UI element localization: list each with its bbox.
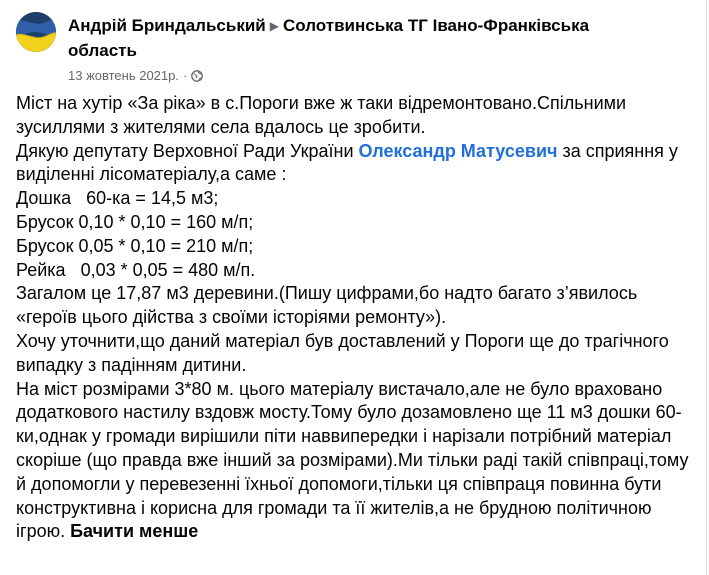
post-body bbox=[16, 92, 696, 544]
thanks-text-before: Дякую депутату Верховної Ради України bbox=[16, 140, 359, 161]
paragraph-intro: Міст на хутір «За ріка» в с.Пороги вже ж таки відремонтовано.Спільними зусиллями з жителями села вдалось це зробити. bbox=[16, 93, 632, 137]
paragraph-total: Загалом це 17,87 м3 деревини.(Пишу цифрами,бо надто багато з’явилось «героїв цього дійства з своїми історіями ремонту»). bbox=[16, 283, 643, 328]
paragraph-bridge bbox=[16, 378, 696, 545]
see-less-button[interactable]: Бачити менше bbox=[70, 521, 199, 542]
post-header bbox=[68, 14, 688, 84]
meta-separator: · bbox=[182, 68, 188, 83]
material-line-2: Брусок 0,10 * 0,10 = 160 м/п; bbox=[16, 211, 254, 232]
material-line-4: Рейка 0,03 * 0,05 = 480 м/п. bbox=[16, 259, 256, 280]
thanks-text-after: за сприяння у виділенні лісоматеріалу,а саме : bbox=[16, 140, 683, 185]
globe-icon[interactable] bbox=[191, 70, 203, 82]
group-avatar[interactable] bbox=[16, 12, 56, 52]
group-name-line2: область bbox=[68, 41, 137, 60]
material-line-1: Дошка 60-ка = 14,5 м3; bbox=[16, 188, 219, 209]
mention-link[interactable]: Олександр Матусевич bbox=[358, 140, 558, 161]
group-name-line1: Солотвинська ТГ Івано-Франківська bbox=[282, 16, 590, 35]
post-meta bbox=[68, 68, 688, 84]
paragraph-clarify: Хочу уточнити,що даний матеріал був доставлений у Пороги ще до трагічного випадку з падінням дитини. bbox=[16, 330, 674, 375]
author-name[interactable]: Андрій Бриндальський bbox=[68, 16, 266, 35]
bridge-text: На міст розмірами 3*80 м. цього матеріалу вистачало,але не було враховано додаткового настилу вздовж мосту.Тому було дозамовлено ще 11 м3 дошки 60-ки,однак у громади вирішили піти наввипередки і нарізали потрібний матеріал скоріше (що правда вже інший за розмірами).Ми тільки раді такій співпраці,тому й допомогли у перевезенні їхньої допомоги,тільки ця співпраця повинна бути конструктивна і корисна для громади та її жителів,а не брудною політичною ігрою. bbox=[16, 378, 694, 542]
ukraine-flag-icon bbox=[16, 12, 56, 52]
post-title bbox=[68, 14, 688, 62]
caret-right-icon: ▶ bbox=[269, 19, 279, 33]
post-date[interactable]: 13 жовтень 2021р. bbox=[68, 68, 179, 83]
material-line-3: Брусок 0,05 * 0,10 = 210 м/п; bbox=[16, 235, 254, 256]
paragraph-thanks bbox=[16, 140, 696, 188]
